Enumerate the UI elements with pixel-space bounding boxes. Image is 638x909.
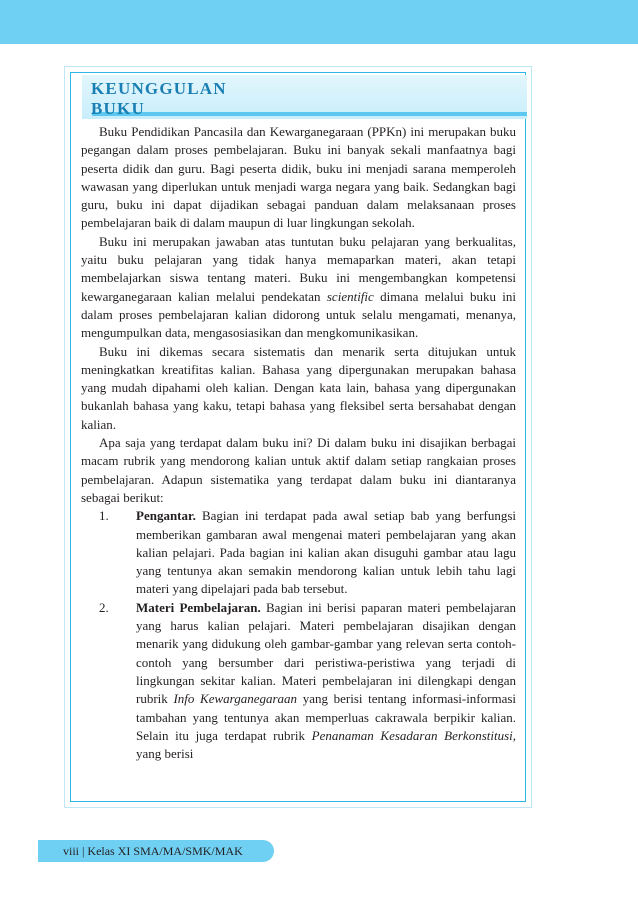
paragraph-2 [81, 233, 516, 343]
list-number: 2. [99, 599, 109, 615]
list-number: 1. [99, 508, 109, 524]
list-item [81, 507, 516, 598]
section-header [82, 75, 527, 119]
emphasis-scientific: scientific [326, 288, 374, 304]
list-item [81, 599, 516, 764]
emphasis-penanaman: Penanaman Kesadaran Berkonstitusi, [311, 727, 517, 743]
paragraph-4: Apa saja yang terdapat dalam buku ini? Di dalam buku ini disajikan berbagai macam rubrik yang mendorong kalian untuk aktif dalam setiap rangkaian proses pembelajaran. Adapun sistematika yang terdapat dalam buku ini diantaranya sebagai berikut: [81, 435, 516, 505]
section-title-line2: BUKU [91, 99, 145, 118]
list-item-text: Bagian ini terdapat pada awal setiap bab yang berfungsi memberikan gambaran awal mengenai materi pembelajaran yang akan kalian pelajari. Pada bagian ini kalian akan disuguhi gambar atau lagu yang tentunya akan semakin mendorong kalian untuk lebih tahu lagi materi yang dipelajari pada bab tersebut. [136, 508, 517, 597]
list-item-text-c: yang berisi [136, 746, 194, 762]
paragraph-2-part-a: Buku ini merupakan jawaban atas tuntutan buku pelajaran yang berkualitas, yaitu buku pelajaran yang tidak hanya memaparkan materi, akan tetapi membelajarkan siswa tentang materi. Buku ini mengembangkan kompetensi kewarganegaraan kalian melalui pendekatan [81, 233, 516, 304]
list-item-title: Pengantar. [136, 508, 196, 524]
page-footer: viii | Kelas XI SMA/MA/SMK/MAK [63, 844, 243, 858]
section-title [91, 79, 291, 119]
paragraph-1: Buku Pendidikan Pancasila dan Kewarganegaraan (PPKn) ini merupakan buku pegangan dalam proses pembelajaran. Buku ini banyak sekali manfaatnya bagi peserta didik dan guru. Bagi peserta didik, buku ini menjadi sarana memperoleh wawasan yang diperlukan untuk menjadi warga negara yang baik. Sedangkan bagi guru, buku ini dapat dijadikan sebagai panduan dalam melaksanaan proses pembelajaran baik di dalam maupun di luar lingkungan sekolah. [81, 124, 516, 231]
top-color-band [0, 0, 638, 44]
paragraph-2-part-b: dimana melalui buku ini dalam proses pembelajaran kalian didorong untuk selalu mengamati, menanya, mengumpulkan data, mengasosiasikan dan mengkomunikasikan. [81, 288, 517, 341]
emphasis-info-kewarganegaraan: Info Kewarganegaraan [173, 691, 298, 707]
section-title-line1: KEUNGGULAN [91, 79, 227, 98]
list-item-title: Materi Pembelajaran. [136, 599, 261, 615]
paragraph-3: Buku ini dikemas secara sistematis dan menarik serta ditujukan untuk meningkatkan kreatifitas kalian. Bahasa yang dipergunakan merupakan bahasa yang mudah dipahami oleh kalian. Dengan kata lain, bahasa yang dipergunakan bukanlah bahasa yang kaku, tetapi bahasa yang fleksibel serta bersahabat dengan kalian. [81, 343, 516, 432]
body-text [81, 123, 516, 763]
rubric-list [81, 507, 516, 763]
list-item-text-a: Bagian ini berisi paparan materi pembelajaran yang harus kalian pelajari. Materi pembelajaran disajikan dengan menarik yang didukung oleh gambar-gambar yang relevan serta contoh-contoh yang bersumber dari peristiwa-peristiwa yang terjadi di lingkungan sekitar kalian. Materi pembelajaran ini dilengkapi dengan rubrik [136, 599, 516, 707]
list-item-text-b: yang berisi tentang informasi-informasi tambahan yang tentunya akan memperluas cakrawala berpikir kalian. Selain itu juga terdapat rubrik [136, 691, 517, 743]
